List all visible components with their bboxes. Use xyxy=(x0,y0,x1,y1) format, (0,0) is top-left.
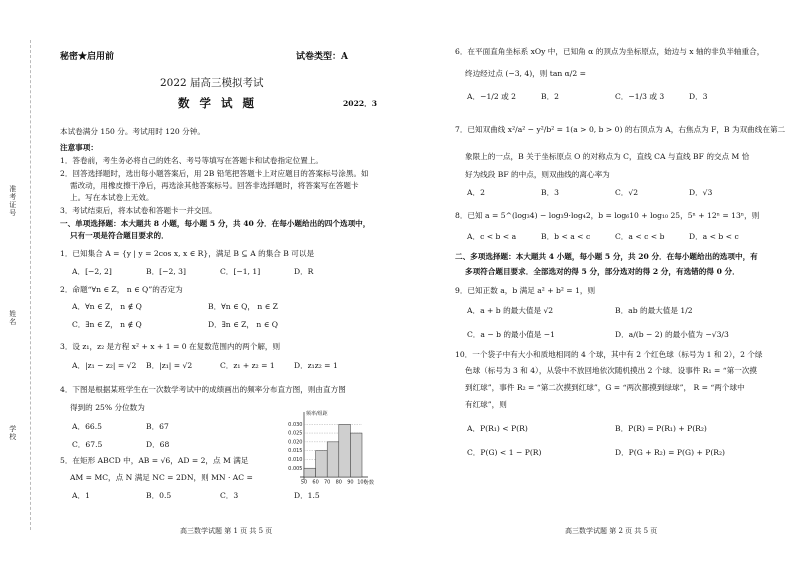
q3-option-c: C．z₁ + z₂ = 1 xyxy=(220,361,275,370)
exam-title: 2022 届高三模拟考试 xyxy=(160,77,264,89)
q6-option-d: D．3 xyxy=(689,92,708,101)
section-2-line1: 二、多项选择题：本大题共 4 小题，每小题 5 分，共 20 分．在每小题给出的选项中，有 xyxy=(455,252,758,261)
y-tick-label: 0.010 xyxy=(288,457,303,464)
q2-option-d: D．∃n ∈ Z， n ∈ Q xyxy=(208,320,278,329)
notice-2-line3: 上。写在本试卷上无效。 xyxy=(70,193,154,202)
section-2-line2: 多项符合题目要求．全部选对的得 5 分，部分选对的得 2 分，有选错的得 0 分． xyxy=(465,267,740,276)
q4-option-d: D．68 xyxy=(146,440,170,449)
q7-option-d: D．√3 xyxy=(689,188,713,197)
y-axis-label: 频率/组距 xyxy=(306,411,328,417)
section-1-line1: 一、单项选择题：本大题共 8 小题，每小题 5 分，共 40 分．在每小题给出的四个选项中， xyxy=(60,219,371,228)
q1-option-b: B．[−2, 3] xyxy=(146,267,186,276)
question-6-line1: 6．在平面直角坐标系 xOy 中，已知角 α 的顶点为坐标原点，始边与 x 轴的非负半轴重合， xyxy=(455,47,765,56)
y-tick-label: 0.025 xyxy=(288,430,303,437)
q3-option-d: D．z₁z₂ = 1 xyxy=(294,361,338,370)
q7-option-b: B．3 xyxy=(541,188,560,197)
q10-option-c: C．P(G) < 1 − P(R) xyxy=(467,448,542,457)
histogram-bar xyxy=(304,468,316,477)
exam-intro: 本试卷满分 150 分。考试用时 120 分钟。 xyxy=(60,127,205,136)
q7-option-c: C．√2 xyxy=(615,188,639,197)
q6-option-b: B．2 xyxy=(541,92,560,101)
q6-option-a: A．−1/2 或 2 xyxy=(467,92,516,101)
q9-option-d: D．a/(b − 2) 的最小值为 −√3/3 xyxy=(615,330,729,339)
question-5-line1: 5．在矩形 ABCD 中，AB = √6，AD = 2，点 M 满足 xyxy=(60,456,249,465)
question-8: 8．已知 a = 5^(log₃4) − log₃9·log₄2，b = log₆10 + log₁₀ 25，5ⁿ + 12ⁿ = 13ⁿ，则 xyxy=(455,211,760,220)
q5-option-c: C．3 xyxy=(220,491,239,500)
q2-option-a: A．∀n ∈ Z， n ∉ Q xyxy=(72,302,142,311)
side-label-name: 姓名 xyxy=(8,310,17,326)
q9-option-c: C．a − b 的最小值是 −1 xyxy=(467,330,555,339)
q1-option-a: A．[−2, 2] xyxy=(72,267,112,276)
q1-option-c: C．[−1, 1] xyxy=(220,267,261,276)
q8-option-b: B．b < a < c xyxy=(541,232,591,241)
histogram-bar xyxy=(339,424,351,477)
x-tick-label: 60 xyxy=(312,479,319,486)
question-4-line2: 得到的 25% 分位数为 xyxy=(70,403,145,412)
frequency-histogram xyxy=(282,409,374,489)
notice-2-line2: 需改动，用橡皮擦干净后，再选涂其他答案标号。回答非选择题时，将答案写在答题卡 xyxy=(70,181,359,190)
question-7-line1: 7．已知双曲线 x²/a² − y²/b² = 1(a > 0, b > 0) 的右顶点为 A，右焦点为 F，B 为双曲线在第二 xyxy=(455,125,786,134)
q4-option-b: B．67 xyxy=(146,422,169,431)
q2-option-b: B．∀n ∈ Q， n ∈ Z xyxy=(208,302,278,311)
notice-3: 3．考试结束后，将本试卷和答题卡一并交回。 xyxy=(60,206,217,215)
q10-option-d: D．P(G + R₂) = P(G) + P(R₂) xyxy=(615,448,726,457)
x-tick-label: 100 xyxy=(357,479,367,486)
binding-line xyxy=(30,40,31,530)
x-axis-label: 分数 xyxy=(364,480,374,486)
paper-type: 试卷类型：A xyxy=(296,52,348,62)
histogram-bar xyxy=(327,442,339,477)
notice-1: 1．答卷前，考生务必将自己的姓名、考号等填写在答题卡和试卷指定位置上。 xyxy=(60,156,324,165)
q5-option-d: D．1.5 xyxy=(294,491,320,500)
q5-option-b: B．0.5 xyxy=(146,491,172,500)
question-3: 3．设 z₁，z₂ 是方程 x² + x + 1 = 0 在复数范围内的两个解，则 xyxy=(60,342,281,351)
q4-option-c: C．67.5 xyxy=(72,440,103,449)
q3-option-a: A．|z₁ − z₂| = √2 xyxy=(72,361,137,370)
exam-date: 2022．3 xyxy=(343,99,378,108)
y-tick-label: 0.005 xyxy=(288,465,303,472)
question-7-line2: 象限上的一点，B 关于坐标原点 O 的对称点为 C，直线 CA 与直线 BF 的交点 M 恰 xyxy=(465,152,750,161)
q8-option-a: A．c < b < a xyxy=(467,232,517,241)
question-7-line3: 好为线段 BF 的中点，则双曲线的离心率为 xyxy=(465,170,610,179)
q3-option-b: B．|z₁| = √2 xyxy=(146,361,193,370)
question-9: 9．已知正数 a，b 满足 a² + b² = 1，则 xyxy=(455,286,596,295)
notice-2-line1: 2．回答选择题时，选出每小题答案后，用 2B 铅笔把答题卡上对应题目的答案标号涂黑。如 xyxy=(60,169,369,178)
q10-option-a: A．P(R₁) < P(R) xyxy=(467,424,528,433)
question-6-line2: 终边经过点 (−3, 4)，则 tan α/2 = xyxy=(465,69,586,78)
subject-title: 数 学 试 题 xyxy=(178,96,258,110)
q9-option-a: A．a + b 的最大值是 √2 xyxy=(467,306,554,315)
page-1-footer: 高三数学试题 第 1 页 共 5 页 xyxy=(180,527,273,535)
q10-option-b: B．P(R) = P(R₁) + P(R₂) xyxy=(615,424,707,433)
x-tick-label: 70 xyxy=(324,479,331,486)
notice-title: 注意事项： xyxy=(60,143,98,152)
section-1-line2: 只有一项是符合题目要求的． xyxy=(70,231,169,240)
q8-option-d: D．a < b < c xyxy=(689,232,739,241)
x-tick-label: 50 xyxy=(300,479,308,486)
histogram-svg xyxy=(282,409,374,487)
q9-option-b: B．ab 的最大值是 1/2 xyxy=(615,306,693,315)
q7-option-a: A．2 xyxy=(467,188,485,197)
q5-option-a: A．1 xyxy=(72,491,90,500)
histogram-bar xyxy=(316,451,328,477)
q4-option-a: A．66.5 xyxy=(72,422,102,431)
secret-mark: 秘密★启用前 xyxy=(60,52,115,62)
q6-option-c: C．−1/3 或 3 xyxy=(615,92,665,101)
q1-option-d: D．R xyxy=(294,267,314,276)
question-5-line2: AM = MC，点 N 满足 NC = 2DN，则 MN · AC = xyxy=(70,473,253,482)
side-label-exam-number: 准考证号 xyxy=(8,185,17,217)
x-tick-label: 80 xyxy=(335,479,342,486)
y-tick-label: 0.020 xyxy=(288,439,303,446)
y-tick-label: 0.030 xyxy=(288,421,303,428)
question-10-line1: 10．一个袋子中有大小和质地相同的 4 个球，其中有 2 个红色球（标号为 1 和 2），2 个绿 xyxy=(455,350,763,359)
question-10-line4: 有红球”，则 xyxy=(465,400,507,409)
y-tick-label: 0.015 xyxy=(288,448,303,455)
question-2: 2．命题“∀n ∈ Z， n ∈ Q”的否定为 xyxy=(60,285,183,294)
side-label-school: 学校 xyxy=(8,425,17,441)
question-1: 1．已知集合 A = {y | y = 2cos x, x ∈ R}，满足 B ⊆ A 的集合 B 可以是 xyxy=(60,249,315,258)
q8-option-c: C．a < c < b xyxy=(615,232,665,241)
q2-option-c: C．∃n ∈ Z， n ∉ Q xyxy=(72,320,142,329)
question-10-line3: 到红球”，事件 R₂ = “第二次摸到红球”，G = “两次都摸到绿球”， R = “两个球中 xyxy=(465,383,745,392)
histogram-bar xyxy=(350,433,362,477)
x-tick-label: 90 xyxy=(347,479,354,486)
question-10-line2: 色球（标号为 3 和 4），从袋中不放回地依次随机摸出 2 个球．设事件 R₁ = “第一次摸 xyxy=(465,366,758,375)
question-4-line1: 4．下图是根据某班学生在一次数学考试中的成绩画出的频率分布直方图，则由直方图 xyxy=(60,385,346,394)
page-2-footer: 高三数学试题 第 2 页 共 5 页 xyxy=(565,527,658,535)
